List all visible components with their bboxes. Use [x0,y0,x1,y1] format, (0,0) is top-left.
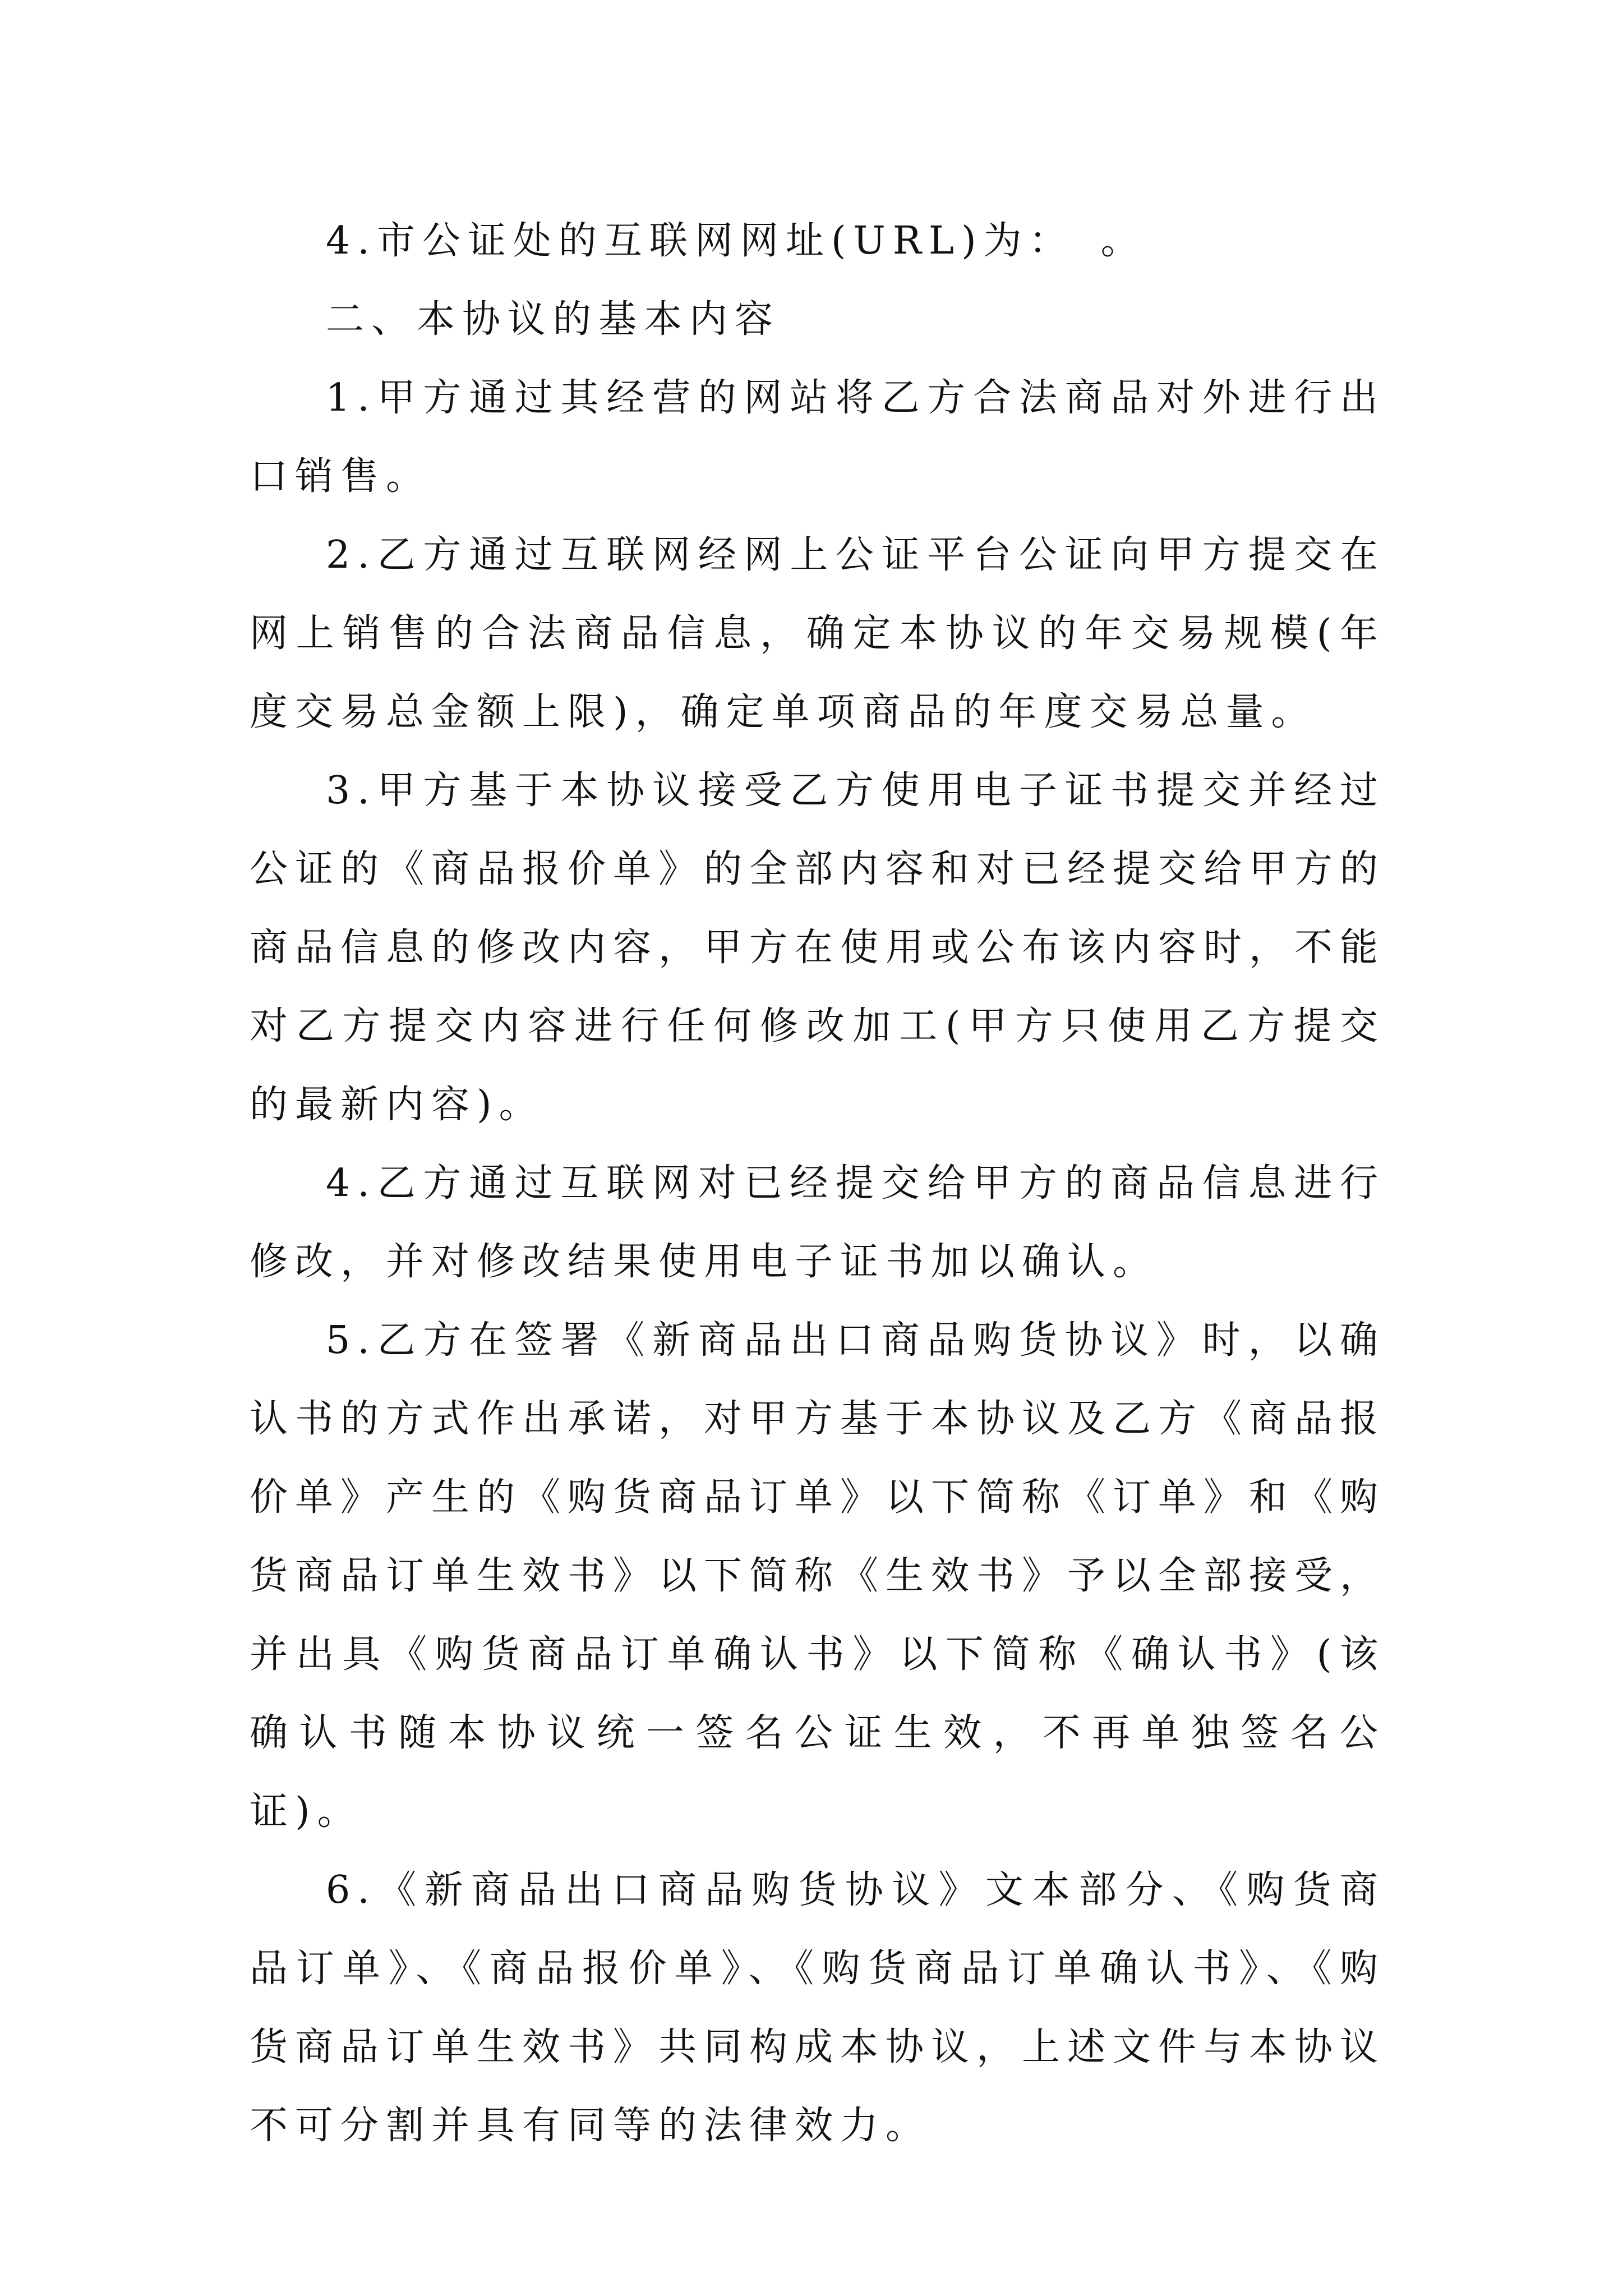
paragraph-clause-3: 3.甲方基于本协议接受乙方使用电子证书提交并经过公证的《商品报价单》的全部内容和对已经提交给甲方的商品信息的修改内容，甲方在使用或公布该内容时，不能对乙方提交内容进行任何修改加工(甲方只使用乙方提交的最新内容)。 [250,769,1386,1127]
paragraph-clause-4: 4.乙方通过互联网对已经提交给甲方的商品信息进行修改，并对修改结果使用电子证书加以确认。 [250,1161,1385,1284]
paragraph-clause-1: 1.甲方通过其经营的网站将乙方合法商品对外进行出口销售。 [250,376,1385,499]
paragraph-clause-6: 6.《新商品出口商品购货协议》文本部分、《购货商品订单》、《商品报价单》、《购货商品订单确认书》、《购货商品订单生效书》共同构成本协议，上述文件与本协议不可分割并具有同等的法律效力。 [250,1868,1386,2148]
paragraph-clause-2: 2.乙方通过互联网经网上公证平台公证向甲方提交在网上销售的合法商品信息，确定本协议的年交易规模(年度交易总金额上限)，确定单项商品的年度交易总量。 [250,533,1385,734]
section-heading-basic-content: 二、本协议的基本内容 [326,297,781,342]
paragraph-url-clause: 4.市公证处的互联网网址(URL)为： 。 [326,219,1146,263]
paragraph-clause-5: 5.乙方在签署《新商品出口商品购货协议》时，以确认书的方式作出承诺，对甲方基于本协议及乙方《商品报价单》产生的《购货商品订单》以下简称《订单》和《购货商品订单生效书》以下简称《生效书》予以全部接受，并出具《购货商品订单确认书》以下简称《确认书》(该确认书随本协议统一签名公证生效，不再单独签名公证)。 [250,1318,1386,1834]
document-body [250,202,1385,2165]
